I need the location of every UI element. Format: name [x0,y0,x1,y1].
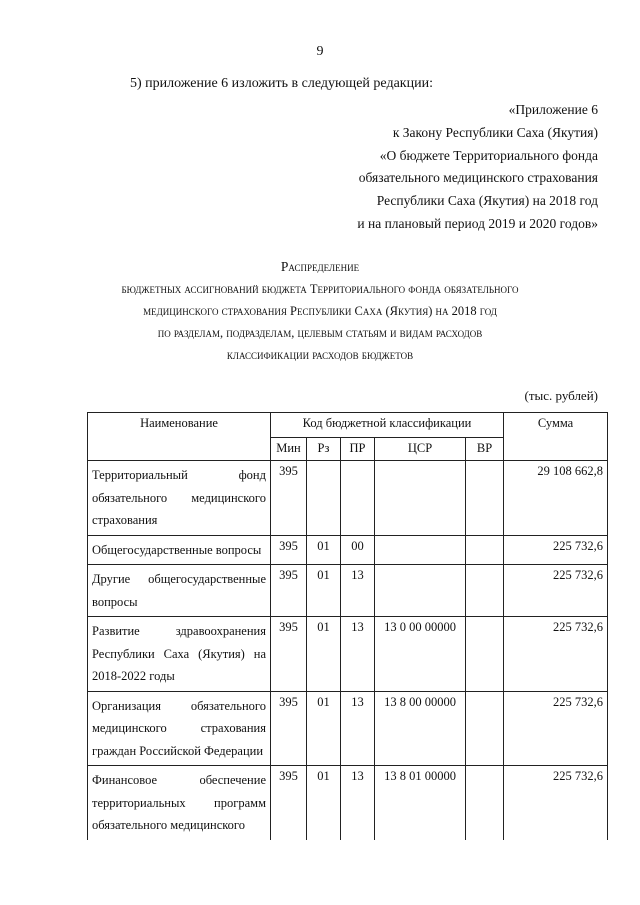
cell-csr [375,461,466,536]
header-min: Мин [271,438,307,461]
budget-table [87,412,608,840]
appendix-line: обязательного медицинского страхования [358,170,598,186]
cell-csr [375,565,466,617]
header-name: Наименование [88,413,271,461]
cell-name: Организация обязательного медицинского страхования граждан Российской Федерации [88,691,271,766]
cell-vr [466,565,504,617]
cell-rz: 01 [307,766,341,840]
cell-pr [341,461,375,536]
cell-name: Финансовое обеспечение территориальных программ обязательного медицинского [88,766,271,840]
appendix-line: к Закону Республики Саха (Якутия) [392,124,598,140]
table-header-row [88,413,608,438]
cell-sum: 225 732,6 [504,691,608,766]
cell-pr: 13 [341,565,375,617]
intro-text: 5) приложение 6 изложить в следующей редакции: [130,76,433,91]
header-vr: ВР [466,438,504,461]
table-row [88,766,608,840]
appendix-line: «Приложение 6 [508,102,598,117]
cell-rz: 01 [307,565,341,617]
cell-min: 395 [271,461,307,536]
title-line: по разделам, подразделам, целевым статьям и видам расходов [157,326,483,340]
cell-csr: 13 8 00 00000 [375,691,466,766]
table-row [88,617,608,692]
cell-rz: 01 [307,535,341,565]
cell-vr [466,691,504,766]
cell-vr [466,617,504,692]
header-sum: Сумма [504,413,608,461]
title-line: классификации расходов бюджетов [226,348,414,362]
cell-name: Общегосударственные вопросы [88,535,271,565]
document-title [0,256,640,366]
cell-pr: 00 [341,535,375,565]
cell-vr [466,535,504,565]
title-line: бюджетных ассигнований бюджета Территориального фонда обязательного [121,282,519,296]
cell-pr: 13 [341,617,375,692]
cell-sum: 225 732,6 [504,766,608,840]
appendix-line: Республики Саха (Якутия) на 2018 год [376,193,598,209]
page-number: 9 [316,44,324,59]
cell-rz [307,461,341,536]
header-code-group: Код бюджетной классификации [271,413,504,438]
title-line: медицинского страхования Республики Саха (Якутия) на 2018 год [143,304,497,318]
cell-sum: 225 732,6 [504,565,608,617]
cell-csr: 13 0 00 00000 [375,617,466,692]
cell-vr [466,461,504,536]
cell-name: Территориальный фонд обязательного медицинского страхования [88,461,271,536]
cell-sum: 225 732,6 [504,617,608,692]
appendix-line: «О бюджете Территориального фонда [379,147,598,163]
cell-csr: 13 8 01 00000 [375,766,466,840]
title-line: Распределение [280,259,360,274]
table-row [88,535,608,565]
table-row [88,461,608,536]
table-row [88,565,608,617]
cell-vr [466,766,504,840]
cell-min: 395 [271,766,307,840]
units-label: (тыс. рублей) [524,388,598,403]
cell-min: 395 [271,617,307,692]
cell-sum: 225 732,6 [504,535,608,565]
table-row [88,691,608,766]
cell-pr: 13 [341,691,375,766]
appendix-line: и на плановый период 2019 и 2020 годов» [357,215,598,231]
header-rz: Рз [307,438,341,461]
cell-pr: 13 [341,766,375,840]
cell-min: 395 [271,565,307,617]
appendix-header [357,99,598,236]
cell-rz: 01 [307,691,341,766]
cell-csr [375,535,466,565]
cell-name: Другие общегосударственные вопросы [88,565,271,617]
header-pr: ПР [341,438,375,461]
header-csr: ЦСР [375,438,466,461]
cell-min: 395 [271,691,307,766]
cell-name: Развитие здравоохранения Республики Саха (Якутия) на 2018-2022 годы [88,617,271,692]
cell-min: 395 [271,535,307,565]
cell-sum: 29 108 662,8 [504,461,608,536]
cell-rz: 01 [307,617,341,692]
